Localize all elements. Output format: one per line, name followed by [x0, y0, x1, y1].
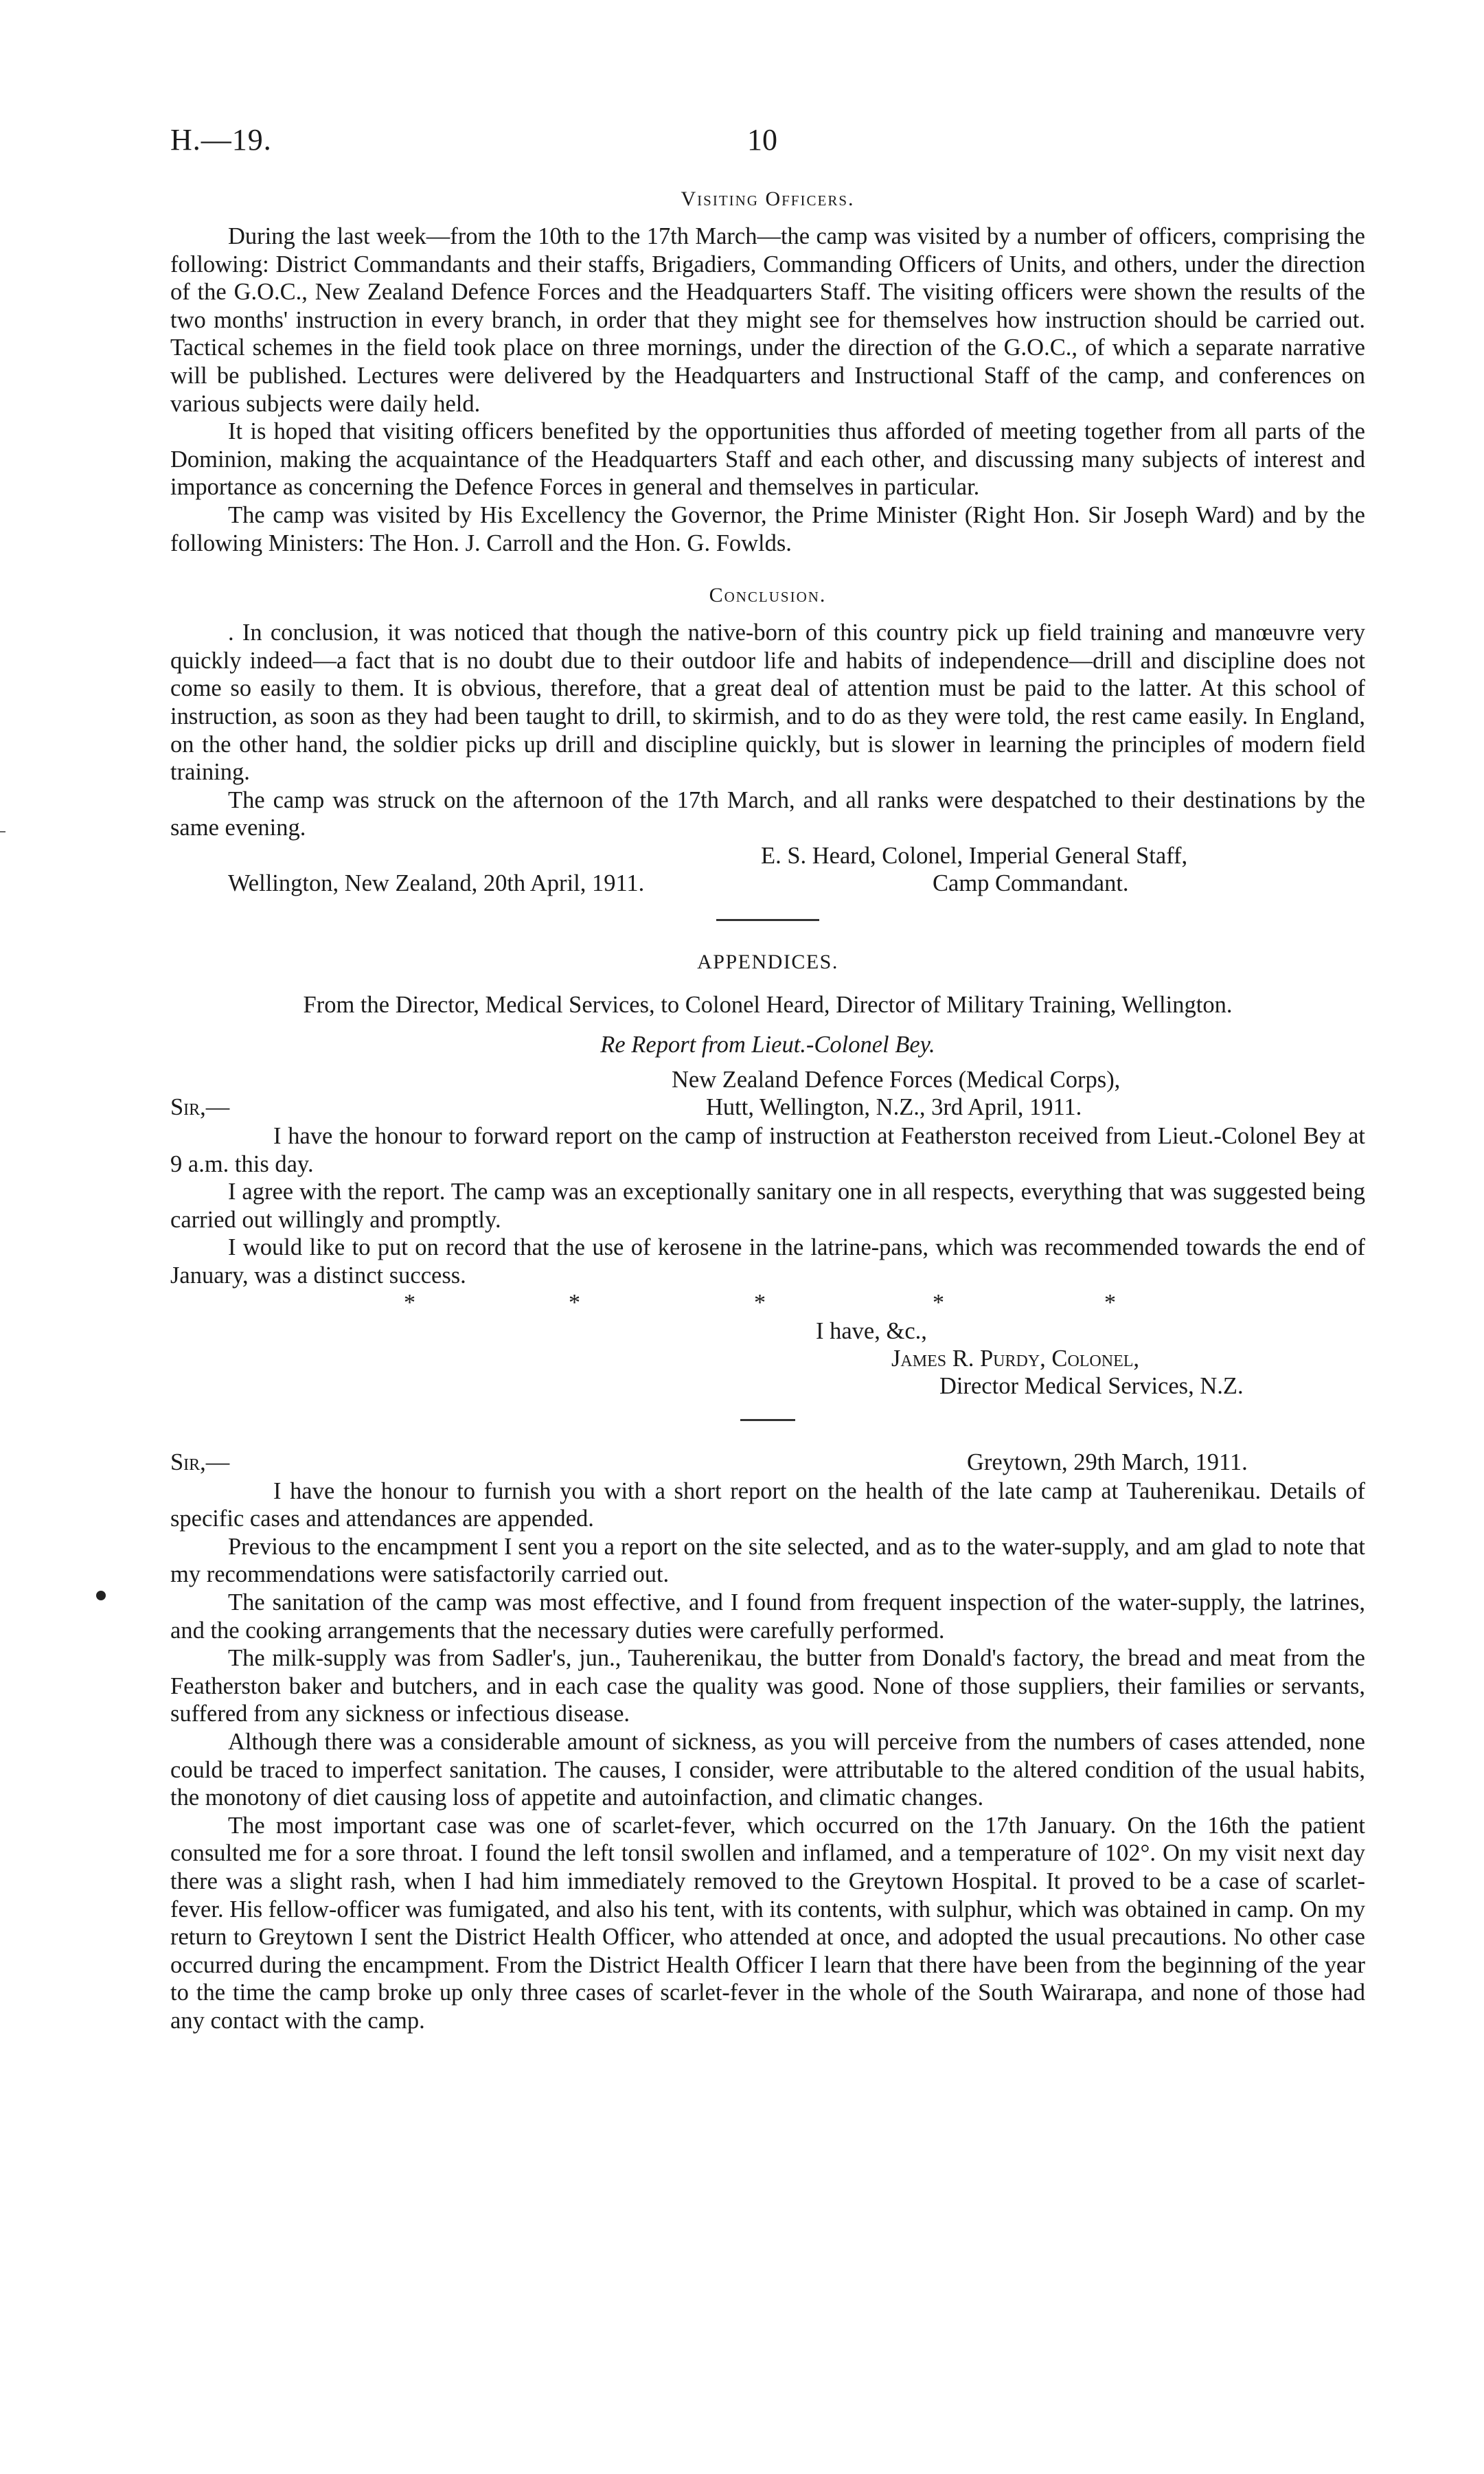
conclusion-signature-block — [170, 842, 1365, 898]
place-date-line: Wellington, New Zealand, 20th April, 1911. — [228, 870, 645, 896]
report-salutation-line — [170, 1449, 1365, 1477]
star: * — [1104, 1289, 1116, 1315]
star: * — [569, 1289, 580, 1315]
signer-name: James R. Purdy, Colonel, — [891, 1345, 1140, 1372]
section-heading-conclusion: Conclusion. — [709, 584, 827, 607]
salutation: Sir,— — [170, 1094, 230, 1121]
running-head — [170, 122, 1365, 163]
address-line-2: Hutt, Wellington, N.Z., 3rd April, 1911. — [706, 1094, 1082, 1121]
signer-title: Camp Commandant. — [933, 870, 1129, 896]
appendix-address-block — [170, 1066, 1365, 1122]
star: * — [754, 1289, 766, 1315]
appendices-heading: APPENDICES. — [697, 950, 838, 973]
visiting-paragraph: The camp was visited by His Excellency the Governor, the Prime Minister (Right Hon. Sir Joseph Ward) and by the following Ministers: The Hon. J. Carroll and the Hon. G. Fowlds. — [170, 501, 1365, 556]
appendix-from-line: From the Director, Medical Services, to Colonel Heard, Director of Military Training, Wellington. — [303, 991, 1233, 1018]
dateline: Greytown, 29th March, 1911. — [967, 1449, 1248, 1475]
section-heading-visiting-officers: Visiting Officers. — [681, 188, 855, 210]
conclusion-paragraph: The camp was struck on the afternoon of the 17th March, and all ranks were despatched to their destinations by the same evening. — [170, 786, 1365, 841]
conclusion-paragraph: . In conclusion, it was noticed that though the native-born of this country pick up field training and manœuvre very quickly indeed—a fact that is no doubt due to their outdoor life and habits of independence—drill and discipline does not come so easily to them. It is obvious, therefore, that a great deal of attention must be paid to the latter. At this school of instruction, as soon as they had been taught to drill, to skirmish, and to do as they were told, the rest came easily. In England, on the other hand, the soldier picks up drill and discipline quickly, but is slower in learning the principles of modern field training. — [170, 620, 1365, 786]
margin-mark — [0, 831, 5, 832]
visiting-paragraph: It is hoped that visiting officers benefited by the opportunities thus afforded of meeting together from all parts of the Dominion, making the acquaintance of the Headquarters Staff and each other, and discussing many subjects of interest and importance as concerning the Defence Forces in general and themselves in particular. — [170, 418, 1365, 501]
report-paragraph: Previous to the encampment I sent you a report on the site selected, and as to the water-supply, and am glad to note that my recommendations were satisfactorily carried out. — [170, 1533, 1365, 1588]
section-divider — [716, 919, 819, 921]
closing-line: I have, &c., — [816, 1317, 927, 1344]
appendix-re-line: Re Report from Lieut.-Colonel Bey. — [600, 1032, 935, 1058]
content-column — [170, 185, 1365, 2035]
page-number: 10 — [747, 123, 777, 157]
omission-stars — [170, 1290, 1365, 1317]
appendix-paragraph: I would like to put on record that the use of kerosene in the latrine-pans, which was recommended towards the end of January, was a distinct success. — [170, 1234, 1365, 1289]
appendix-paragraph: I agree with the report. The camp was an exceptionally sanitary one in all respects, everything that was suggested being carried out willingly and promptly. — [170, 1179, 1365, 1233]
section-divider — [740, 1419, 795, 1421]
report-paragraph: The most important case was one of scarlet-fever, which occurred on the 17th January. On the 16th the patient consulted me for a sore throat. I found the left tonsil swollen and inflamed, and a temperature of 102°. On my visit next day there was a slight rash, when I had him immediately removed to the Greytown Hospital. It proved to be a case of scarlet-fever. His fellow-officer was fumigated, and also his tent, with its contents, with sulphur, which was obtained in camp. On my return to Greytown I sent the District Health Officer, who attended at once, and adopted the usual precautions. No other case occurred during the encampment. From the District Health Officer I learn that there have been from the beginning of the year to the time the camp broke up only three cases of scarlet-fever in the whole of the South Wairarapa, and none of those had any contact with the camp. — [170, 1812, 1365, 2034]
star: * — [404, 1289, 415, 1315]
visiting-paragraph: During the last week—from the 10th to the 17th March—the camp was visited by a number of officers, comprising the following: District Commandants and their staffs, Brigadiers, Commanding Officers of Units, and others, under the direction of the G.O.C., New Zealand Defence Forces and the Headquarters Staff. The visiting officers were shown the results of the two months' instruction in every branch, in order that they might see for themselves how instruction should be carried out. Tactical schemes in the field took place on three mornings, under the direction of the G.O.C., of which a separate narrative will be published. Lectures were delivered by the Headquarters and Instructional Staff of the camp, and conferences on various subjects were daily held. — [170, 223, 1365, 417]
page-identifier: H.—19. — [170, 123, 272, 157]
signature-line: E. S. Heard, Colonel, Imperial General Staff, — [761, 842, 1188, 869]
report-paragraph: Although there was a considerable amount of sickness, as you will perceive from the numbers of cases attended, none could be traced to imperfect sanitation. The causes, I consider, were attributable to the altered condition of the usual habits, the monotony of diet causing loss of appetite and autoinfaction, and climatic changes. — [170, 1728, 1365, 1811]
margin-bullet — [96, 1591, 106, 1600]
report-paragraph: The sanitation of the camp was most effective, and I found from frequent inspection of the water-supply, the latrines, and the cooking arrangements that the necessary duties were carefully performed. — [170, 1589, 1365, 1644]
star: * — [933, 1289, 944, 1315]
appendix-closing-block — [170, 1317, 1365, 1403]
signer-title: Director Medical Services, N.Z. — [939, 1372, 1244, 1399]
appendix-paragraph: I have the honour to forward report on the camp of instruction at Featherston received from Lieut.-Colonel Bey at 9 a.m. this day. — [170, 1123, 1365, 1177]
salutation: Sir,— — [170, 1449, 230, 1475]
report-paragraph: I have the honour to furnish you with a short report on the health of the late camp at Tauherenikau. Details of specific cases and attendances are appended. — [170, 1477, 1365, 1532]
address-line-1: New Zealand Defence Forces (Medical Corps), — [672, 1067, 1121, 1093]
report-paragraph: The milk-supply was from Sadler's, jun., Tauherenikau, the butter from Donald's factory, the bread and meat from the Featherston baker and butchers, and in each case the quality was good. None of those suppliers, their families or servants, suffered from any sickness or infectious disease. — [170, 1645, 1365, 1727]
